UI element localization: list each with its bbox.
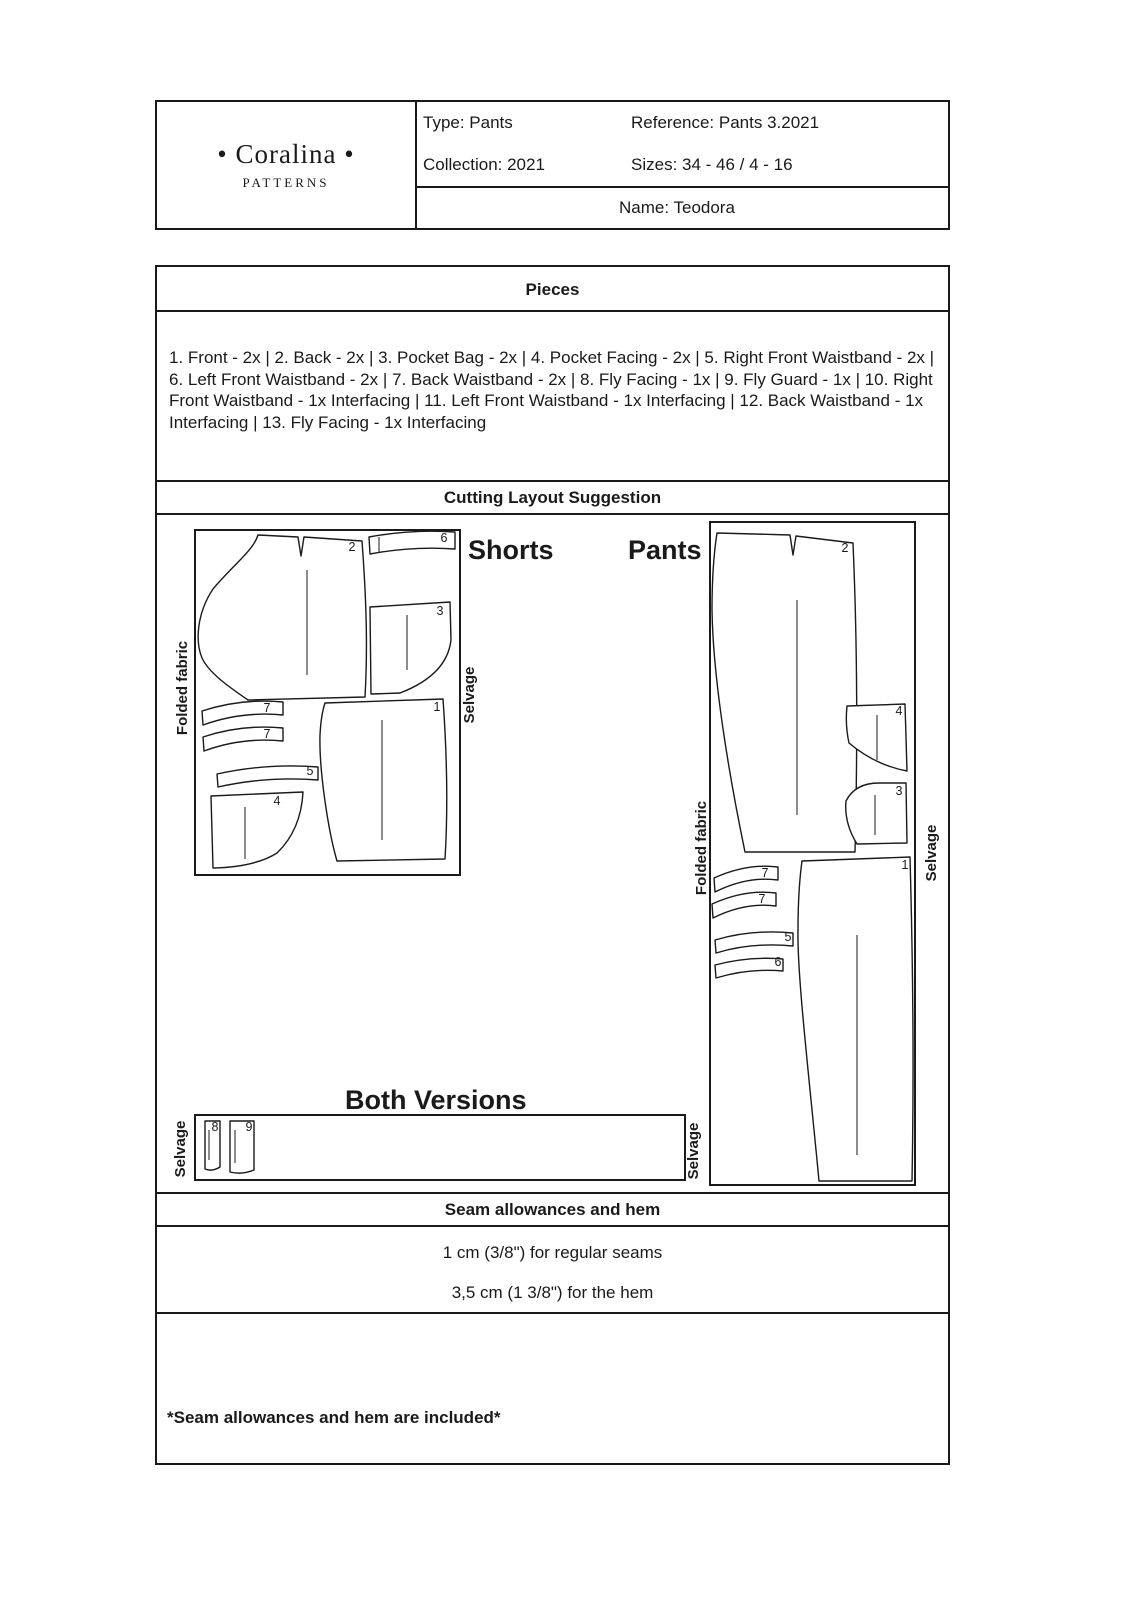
header-box: [155, 100, 950, 230]
header-meta-grid: [417, 102, 948, 186]
pieces-list: 1. Front - 2x | 2. Back - 2x | 3. Pocket Bag - 2x | 4. Pocket Facing - 2x | 5. Right Front Waistband - 2x | 6. Left Front Waistband - 2x | 7. Back Waistband - 2x | 8. Fly Facing - 1x | 9. Fly Guard - 1x | 10. Right Front Waistband - 1x Interfacing | 11. Left Front Waistband - 1x Interfacing | 12. Back Waistband - 1x Interfacing | 13. Fly Facing - 1x Interfacing: [169, 348, 935, 432]
seam-section-title: Seam allowances and hem: [157, 1192, 948, 1227]
brand-logo: [157, 102, 417, 228]
pants-piece-left-waistband-number: 6: [774, 955, 782, 969]
header-meta: [417, 102, 948, 228]
fly-facing-number: 8: [211, 1120, 219, 1134]
shorts-piece-left-waistband-number: 6: [440, 531, 448, 545]
pants-piece-pocket-bag-number: 3: [895, 784, 903, 798]
shorts-piece-right-waistband-number: 5: [306, 764, 314, 778]
seam-divider: [157, 1312, 948, 1314]
shorts-piece-front-shape: [320, 699, 447, 861]
shorts-piece-pocket-facing-number: 4: [273, 794, 281, 808]
meta-reference: Reference: Pants 3.2021: [631, 113, 820, 132]
included-note: *Seam allowances and hem are included*: [167, 1408, 501, 1427]
shorts-piece-back-number: 2: [348, 540, 356, 554]
pants-piece-front-number: 1: [901, 858, 909, 872]
pants-piece-front-shape: [798, 857, 913, 1181]
both-selvage-left-label: Selvage: [172, 1120, 189, 1178]
cutting-layout-diagram: [157, 515, 948, 1192]
meta-sizes: Sizes: 34 - 46 / 4 - 16: [631, 155, 793, 174]
both-versions-fabric-rect: [195, 1115, 685, 1180]
brand-name: • Coralina •: [217, 139, 355, 169]
pants-piece-back-number: 2: [841, 541, 849, 555]
shorts-piece-front-number: 1: [433, 700, 441, 714]
pants-folded-fabric-label: Folded fabric: [693, 800, 710, 896]
pants-selvage-label: Selvage: [923, 824, 940, 882]
pants-piece-back-waistband-1-number: 7: [761, 866, 769, 880]
meta-type: Type: Pants: [423, 113, 513, 132]
pants-piece-pocket-facing-number: 4: [895, 704, 903, 718]
seam-allowance-text: 1 cm (3/8") for regular seams: [442, 1243, 663, 1262]
main-box: [155, 265, 950, 1465]
both-versions-heading: Both Versions: [345, 1085, 527, 1115]
brand-subtitle: PATTERNS: [242, 175, 330, 190]
pants-piece-back-waistband-2-number: 7: [758, 892, 766, 906]
meta-collection: Collection: 2021: [423, 155, 545, 174]
pants-piece-right-waistband-number: 5: [784, 930, 792, 944]
pants-heading: Pants: [628, 535, 702, 565]
hem-allowance-text: 3,5 cm (1 3/8") for the hem: [451, 1283, 654, 1302]
shorts-selvage-label: Selvage: [461, 666, 478, 724]
both-versions-pieces-group: [205, 1120, 254, 1173]
shorts-folded-fabric-label: Folded fabric: [174, 640, 191, 736]
pieces-section-title: Pieces: [157, 267, 948, 312]
fly-guard-number: 9: [245, 1120, 253, 1134]
both-selvage-right-label: Selvage: [685, 1122, 702, 1180]
shorts-piece-pocket-bag-number: 3: [436, 604, 444, 618]
cutting-layout-area: [157, 515, 948, 1192]
meta-name: Name: Teodora: [417, 186, 948, 228]
shorts-heading: Shorts: [468, 535, 554, 565]
shorts-piece-back-waistband-1-number: 7: [263, 701, 271, 715]
shorts-piece-back-waistband-2-number: 7: [263, 727, 271, 741]
cutting-layout-title: Cutting Layout Suggestion: [157, 480, 948, 515]
